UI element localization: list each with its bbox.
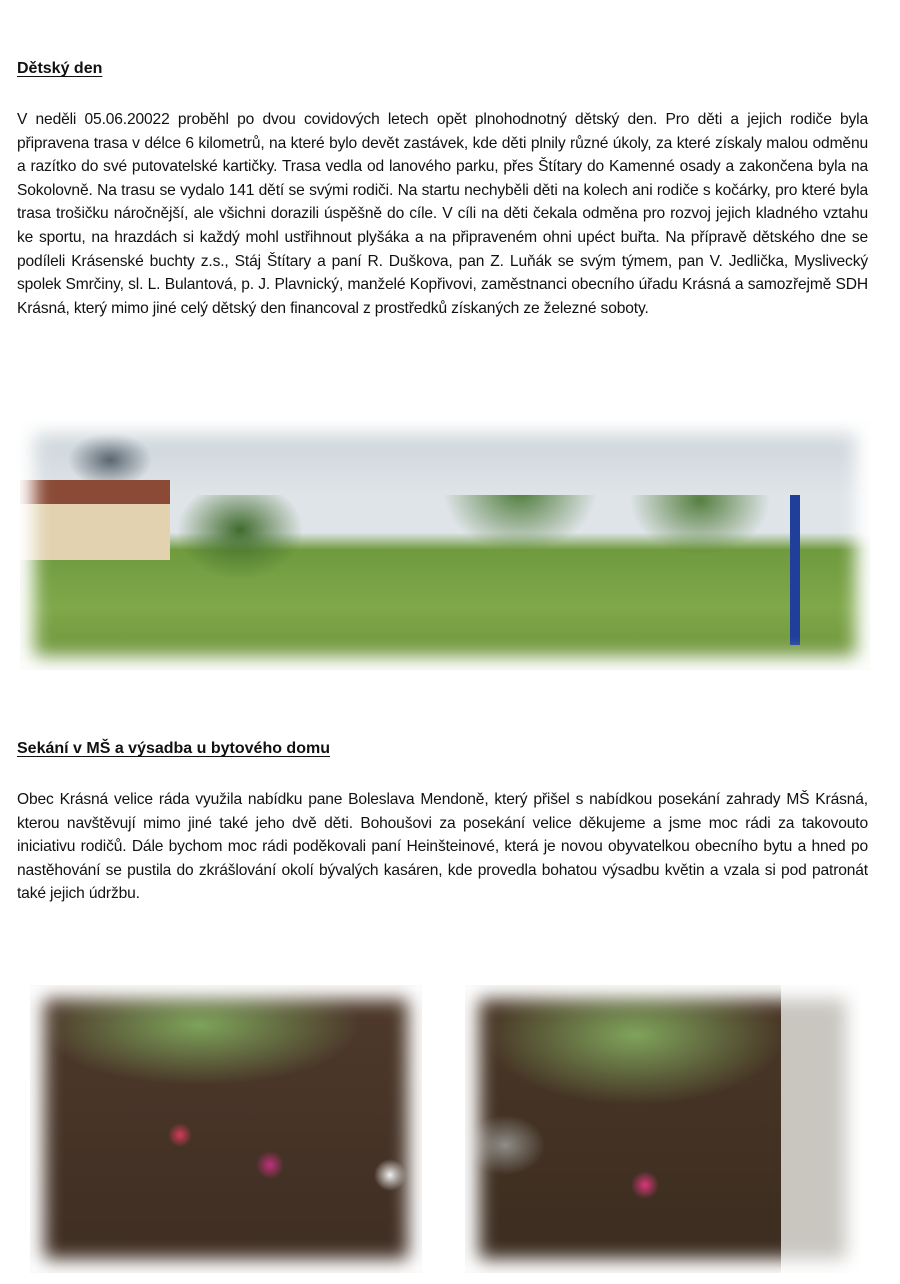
photo-building	[20, 480, 170, 560]
photo-flower-bed-right	[465, 985, 860, 1273]
photo-childrens-day-event	[20, 420, 870, 670]
section-title-mowing-planting: Sekání v MŠ a výsadba u bytového domu	[17, 740, 330, 757]
photo-flower-bed-left	[30, 985, 422, 1273]
section-text-mowing-planting: Obec Krásná velice ráda využila nabídku pane Boleslava Mendoně, který přišel s nabídkou posekání zahrady MŠ Krásná, kterou navštěvují mimo jiné také jeho dvě děti. Bohoušovi za posekání velice děkujeme a jsme moc rádi za takovouto iniciativu rodičů. Dále bychom moc rádi poděkovali paní Heinšteinové, která je novou obyvatelkou obecního bytu a hned po nastěhování se pustila do zkrášlování okolí bývalých kasáren, kde provedla bohatou výsadbu květin a vzala si pod patronát také jejich údržbu.	[17, 791, 868, 903]
section-text-childrens-day: V neděli 05.06.20022 proběhl po dvou covidových letech opět plnohodnotný dětský den. Pro děti a jejich rodiče byla připravena trasa v délce 6 kilometrů, na které bylo devět zastávek, kde děti plnily různé úkoly, za které získaly malou odměnu a razítko do své putovatelské kartičky. Trasa vedla od lanového parku, přes Štítary do Kamenné osady a zakončena byla na Sokolovně. Na trasu se vydalo 141 dětí se svými rodiči. Na startu nechyběli děti na kolech ani rodiče s kočárky, pro které byla trasa trošičku náročnější, ale všichni dorazili úspěšně do cíle. V cíli na děti čekala odměna pro rozvoj jejich kladného vztahu ke sportu, na hrazdách si každý mohl ustřihnout plyšáka a na připraveném ohni upéct buřta. Na přípravě dětského dne se podíleli Krásenské buchty z.s., Stáj Štítary a paní R. Duškova, pan Z. Luňák se svým týmem, pan V. Jedlička, Myslivecký spolek Smrčiny, sl. L. Bulantová, p. J. Plavnický, manželé Kopřivovi, zaměstnanci obecního úřadu Krásná a samozřejmě SDH Krásná, který mimo jiné celý dětský den financoval z prostředků získaných ze železné soboty.	[17, 111, 868, 317]
photo-blue-pole	[790, 495, 800, 645]
section-title-childrens-day: Dětský den	[17, 60, 103, 77]
